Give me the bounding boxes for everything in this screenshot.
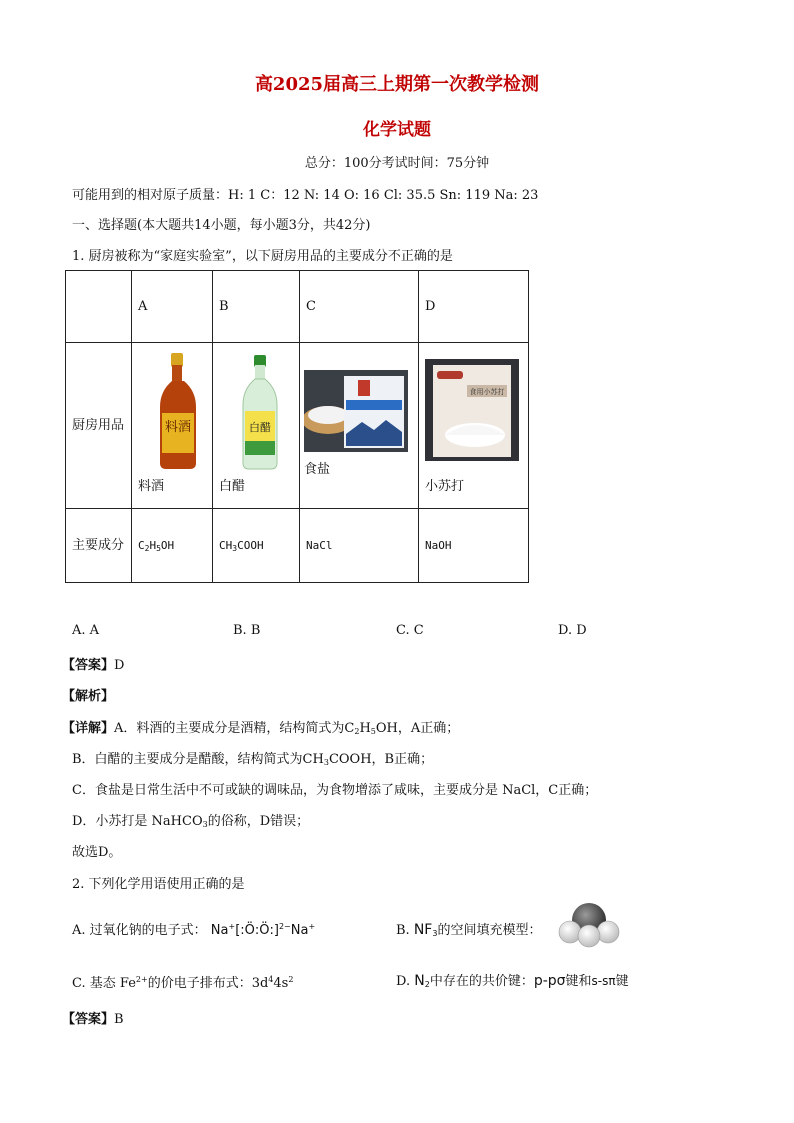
formula-a-sub: 5 [156, 543, 161, 553]
answer-value: D [114, 658, 125, 673]
q1-detail-b [72, 748, 433, 767]
option-text: B. [396, 923, 414, 938]
detail-text: COOH，B正确； [328, 752, 434, 767]
q1-analysis-tag: 【解析】 [62, 689, 115, 704]
atomic-masses: 可能用到的相对原子质量：H: 1 C：12 N: 14 O: 16 Cl: 35.5 Sn: 119 Na: 23 [72, 188, 539, 203]
item-salt: 食盐 [304, 462, 331, 477]
q1-detail-d [72, 810, 309, 829]
white-vinegar-bottle-image [235, 353, 285, 471]
formula-a [132, 509, 213, 583]
detail-sub: 2 [354, 727, 360, 736]
formula-a-part: OH [160, 538, 175, 552]
formula-d: NaOH [419, 509, 529, 583]
q2-option-d[interactable] [396, 970, 629, 989]
option-text: 中存在的共价键： [429, 974, 534, 989]
col-letter-a: A [132, 271, 213, 343]
q2-stem: 2. 下列化学用语使用正确的是 [72, 877, 245, 892]
col-letter-d: D [419, 271, 529, 343]
q1-option-d[interactable]: D. D [558, 623, 587, 638]
detail-sub: 5 [370, 727, 376, 736]
detail-text: A．料酒的主要成分是酒精，结构简式为C [114, 721, 355, 736]
option-text: 的价电子排布式：3d [147, 976, 269, 991]
option-sup: 2 [288, 975, 294, 984]
cooking-wine-bottle-image [150, 351, 206, 471]
detail-text: OH，A正确； [375, 721, 460, 736]
formula-a-sub: 2 [144, 543, 150, 553]
col-letter-b: B [213, 271, 300, 343]
q2-option-a[interactable] [72, 919, 315, 938]
formula-a-part: H [149, 538, 157, 552]
row-label-component [66, 509, 132, 583]
detail-sub: 3 [323, 758, 329, 767]
item-cooking-wine: 料酒 [138, 479, 165, 494]
option-text: 键 [615, 974, 629, 989]
q1-option-b[interactable]: B. B [233, 623, 261, 638]
q1-table [65, 270, 529, 583]
formula-b-part: COOH [237, 538, 264, 552]
item-baking-soda: 小苏打 [425, 479, 465, 494]
option-text: D. [396, 974, 415, 989]
q1-conclusion: 故选D。 [72, 845, 122, 860]
option-sup: 2+ [135, 975, 148, 984]
q1-stem: 1. 厨房被称为“家庭实验室”，以下厨房用品的主要成分不正确的是 [72, 249, 453, 264]
row-label-component-text: 主要成分 [72, 537, 125, 553]
detail-text: 的俗称，D错误； [207, 814, 310, 829]
col-letter-c: C [300, 271, 419, 343]
option-text: 键和 [565, 974, 592, 989]
n2-formula: $N_2$ [414, 973, 430, 989]
exam-info: 总分：100分考试时间：75分钟 [304, 156, 490, 171]
q1-detail-c: C．食盐是日常生活中不可或缺的调味品，为食物增添了咸味，主要成分是 NaCl，C正确； [72, 783, 598, 798]
subject-title: 化学试题 [363, 120, 431, 140]
bond-ss-pi: s-sπ [591, 974, 616, 988]
q1-answer [62, 654, 124, 673]
answer-tag: 【答案】 [62, 1012, 115, 1027]
cell-salt [300, 343, 419, 509]
bottle-label-text: 白醋 [249, 421, 271, 434]
q1-option-c[interactable]: C. C [396, 623, 424, 638]
formula-b-sub: 3 [232, 543, 238, 553]
answer-tag: 【答案】 [62, 658, 115, 673]
bond-pp-sigma: p-pσ [533, 973, 566, 989]
row-label-kitchen-text: 厨房用品 [72, 417, 125, 433]
salt-image [304, 370, 408, 452]
q1-detail-a [62, 717, 459, 736]
option-text: 4s [273, 976, 289, 991]
bottle-label-text: 料酒 [164, 420, 192, 435]
formula-c: NaCl [300, 509, 419, 583]
answer-value: B [114, 1012, 124, 1027]
detail-tag: 【详解】 [62, 721, 115, 736]
baking-soda-image [425, 359, 519, 461]
formula-b [213, 509, 300, 583]
cell-cooking-wine [132, 343, 213, 509]
detail-text: D．小苏打是 NaHCO [72, 814, 203, 829]
option-text: A. 过氧化钠的电子式： [72, 923, 207, 938]
q2-answer [62, 1008, 124, 1027]
item-white-vinegar: 白醋 [219, 479, 246, 494]
formula-a-part: C [138, 538, 145, 552]
cell-baking-soda [419, 343, 529, 509]
row-label-kitchen [66, 343, 132, 509]
cell-white-vinegar [213, 343, 300, 509]
exam-title: 高2025届高三上期第一次教学检测 [254, 74, 540, 95]
bag-label-text: 食用小苏打 [469, 388, 505, 396]
nf3-formula: $NF_3$ [413, 922, 438, 938]
q2-option-c[interactable] [72, 972, 293, 991]
q1-option-a[interactable]: A. A [72, 623, 100, 638]
detail-text: B．白醋的主要成分是醋酸，结构简式为CH [72, 752, 324, 767]
section-heading: 一、选择题(本大题共14小题，每小题3分，共42分) [72, 218, 371, 233]
detail-text: H [359, 721, 371, 736]
option-text: C. 基态 Fe [72, 976, 136, 991]
q2-option-b[interactable] [396, 919, 541, 938]
formula-b-part: CH [219, 538, 233, 552]
detail-sub: 3 [202, 820, 208, 829]
nf3-space-filling-model [556, 902, 622, 948]
table-corner [66, 271, 132, 343]
option-text: 的空间填充模型： [437, 923, 542, 938]
option-sup: 4 [268, 975, 274, 984]
electron-formula: Na+[:Ö:Ö:]$^{2-}$Na+ [210, 922, 316, 938]
